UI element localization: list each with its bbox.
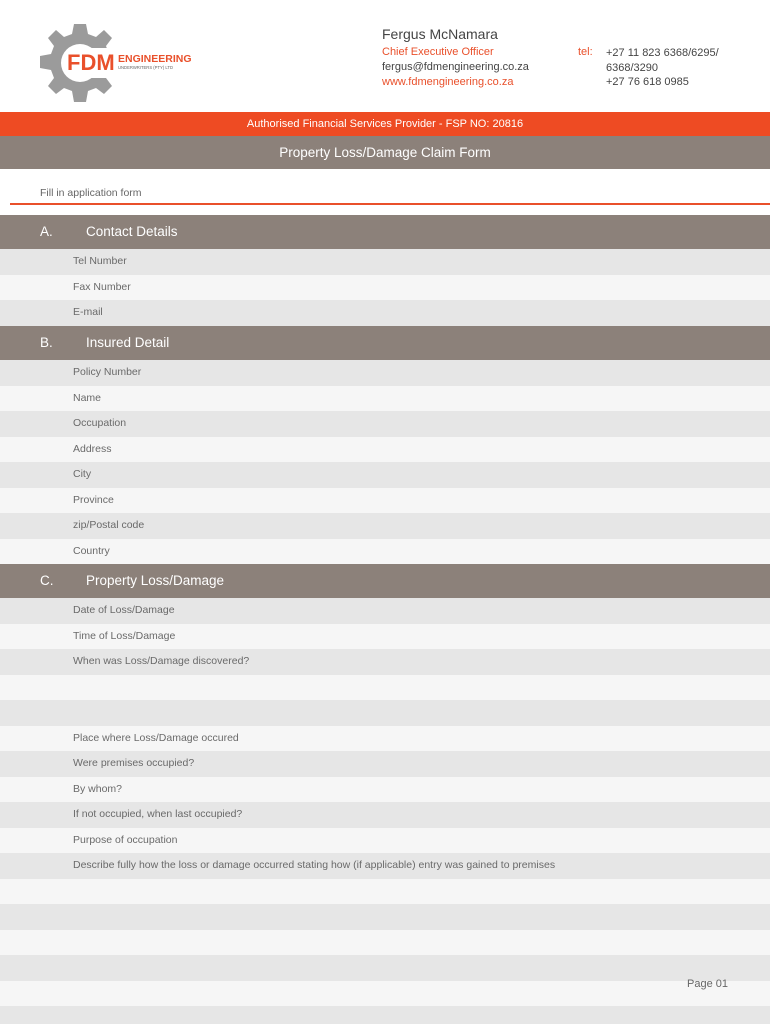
form-field-blank[interactable] (0, 675, 770, 701)
field-label: If not occupied, when last occupied? (73, 808, 243, 820)
field-label: Province (73, 493, 114, 506)
page-number: Page 01 (687, 978, 728, 990)
field-label: City (73, 468, 92, 480)
field-label: Name (73, 391, 102, 404)
instruction-text: Fill in application form (40, 187, 142, 199)
logo-sub: UNDERWRITERS (PTY) LTD (118, 65, 173, 70)
form-field-address[interactable] (0, 437, 770, 463)
fsp-banner: Authorised Financial Services Provider - FSP NO: 20816 (0, 112, 770, 136)
form-field-time-of-loss-damage[interactable] (0, 624, 770, 650)
form-field-fax-number[interactable] (0, 275, 770, 301)
field-label: Tel Number (73, 255, 127, 267)
tel-line: 6368/3290 (606, 61, 658, 74)
section-letter: C. (40, 573, 54, 588)
form-field-province[interactable] (0, 488, 770, 514)
field-label: Occupation (73, 417, 127, 429)
field-label: By whom? (73, 782, 123, 795)
form-field-blank[interactable] (0, 700, 770, 726)
form-field-were-premises-occupied[interactable] (0, 751, 770, 777)
field-label: Place where Loss/Damage occured (73, 731, 239, 744)
form-field-blank[interactable] (0, 879, 770, 905)
form-field-e-mail[interactable] (0, 300, 770, 326)
form-field-blank[interactable] (0, 955, 770, 981)
field-label: When was Loss/Damage discovered? (73, 655, 250, 667)
field-label: Date of Loss/Damage (73, 604, 175, 616)
section-letter: A. (40, 224, 53, 239)
form-field-name[interactable] (0, 386, 770, 412)
form-field-if-not-occupied-when-last-occupied[interactable] (0, 802, 770, 828)
form-field-blank[interactable] (0, 904, 770, 930)
section-title: Property Loss/Damage (86, 573, 225, 588)
form-field-date-of-loss-damage[interactable] (0, 598, 770, 624)
section-header-contact-details (0, 215, 770, 249)
tel-line: +27 76 618 0985 (606, 76, 689, 88)
field-label: Were premises occupied? (73, 757, 195, 769)
form-field-blank[interactable] (0, 981, 770, 1007)
form-field-place-where-loss-damage-occured[interactable] (0, 726, 770, 752)
tel-numbers (606, 46, 719, 90)
field-label: Purpose of occupation (73, 833, 178, 846)
fdm-logo (30, 22, 200, 104)
logo-brand: FDM (67, 50, 115, 75)
form-title: Property Loss/Damage Claim Form (0, 136, 770, 169)
form-field-describe-fully-how-the-loss-or-damage-oc[interactable] (0, 853, 770, 879)
field-label: Time of Loss/Damage (73, 629, 176, 642)
field-label: Address (73, 442, 112, 455)
form-field-country[interactable] (0, 539, 770, 565)
section-header-insured-detail (0, 326, 770, 360)
section-letter: B. (40, 335, 53, 350)
field-label: zip/Postal code (73, 519, 145, 531)
form-field-policy-number[interactable] (0, 360, 770, 386)
form-field-blank[interactable] (0, 930, 770, 956)
field-label: Describe fully how the loss or damage occurred stating how (if applicable) entry was gained to premises (73, 859, 556, 871)
field-label: E-mail (73, 306, 103, 318)
page-header (0, 0, 770, 112)
contact-website[interactable]: www.fdmengineering.co.za (382, 76, 514, 88)
tel-line: +27 11 823 6368/6295/ (606, 47, 719, 59)
section-title: Insured Detail (86, 335, 170, 350)
section-header-property-loss-damage (0, 564, 770, 598)
form-field-by-whom[interactable] (0, 777, 770, 803)
form-field-tel-number[interactable] (0, 249, 770, 275)
field-label: Fax Number (73, 280, 131, 293)
section-title: Contact Details (86, 224, 178, 239)
form-field-zip-postal-code[interactable] (0, 513, 770, 539)
contact-title: Chief Executive Officer (382, 46, 494, 58)
tel-label: tel: (578, 46, 593, 58)
form-field-occupation[interactable] (0, 411, 770, 437)
field-label: Policy Number (73, 366, 142, 378)
form-field-purpose-of-occupation[interactable] (0, 828, 770, 854)
contact-name: Fergus McNamara (382, 26, 498, 42)
form-field-when-was-loss-damage-discovered[interactable] (0, 649, 770, 675)
contact-email[interactable]: fergus@fdmengineering.co.za (382, 61, 529, 73)
divider (10, 203, 770, 205)
field-label: Country (73, 544, 110, 557)
form-field-city[interactable] (0, 462, 770, 488)
logo-brand-suffix: ENGINEERING (118, 53, 192, 65)
form-field-blank[interactable] (0, 1006, 770, 1024)
